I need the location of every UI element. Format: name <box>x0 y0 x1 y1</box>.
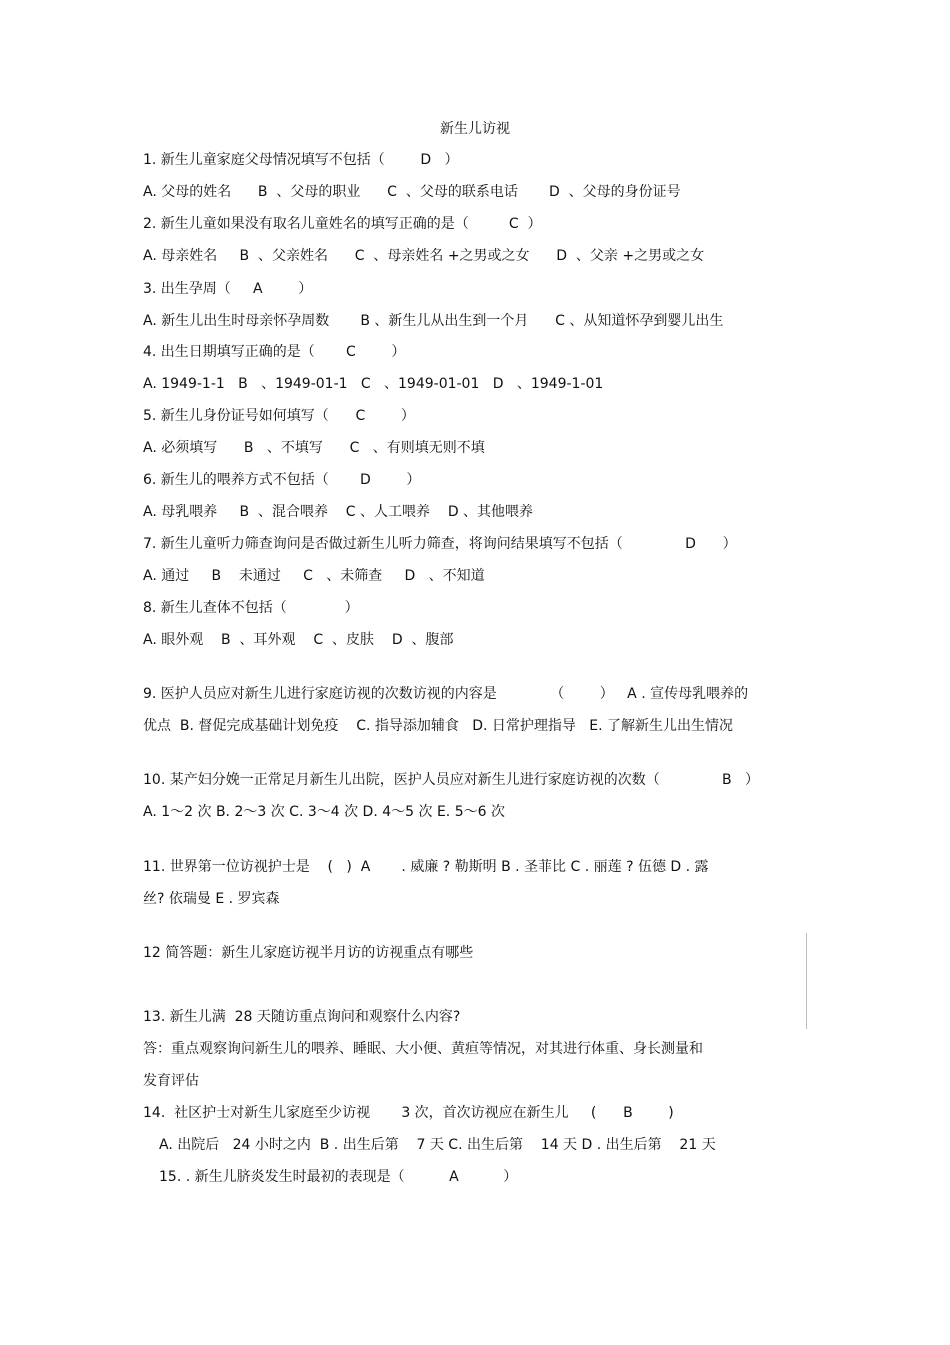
q6-options: A. 母乳喂养 B 、混合喂养 C 、人工喂养 D 、其他喂养 <box>143 504 534 520</box>
q13-answer-continuation: 发育评估 <box>143 1073 199 1089</box>
document-title: 新生儿访视 <box>440 121 510 137</box>
margin-rule <box>806 933 807 1029</box>
q15-line: 15. . 新生儿脐炎发生时最初的表现是（ A ） <box>159 1169 518 1185</box>
q14-line: 14. 社区护士对新生儿家庭至少访视 3 次，首次访视应在新生儿 ( B ) <box>143 1105 674 1121</box>
q12-line: 12 简答题：新生儿家庭访视半月访的访视重点有哪些 <box>143 945 474 961</box>
q13-line: 13. 新生儿满 28 天随访重点询问和观察什么内容? <box>143 1009 461 1025</box>
q9-continuation: 优点 B. 督促完成基础计划免疫 C. 指导添加辅食 D. 日常护理指导 E. 了解新生儿出生情况 <box>143 718 734 734</box>
q7-options: A. 通过 B 未通过 C 、未筛查 D 、不知道 <box>143 568 485 584</box>
q1-line: 1. 新生儿童家庭父母情况填写不包括（ D ） <box>143 152 459 168</box>
q10-line: 10. 某产妇分娩一正常足月新生儿出院，医护人员应对新生儿进行家庭访视的次数（ B ） <box>143 772 759 788</box>
q11-continuation: 丝? 依瑞曼 E . 罗宾森 <box>143 891 280 907</box>
q2-options: A. 母亲姓名 B 、父亲姓名 C 、母亲姓名 +之男或之女 D 、父亲 +之男或之女 <box>143 248 705 264</box>
q9-line: 9. 医护人员应对新生儿进行家庭访视的次数访视的内容是 （ ） A . 宣传母乳喂养的 <box>143 686 749 702</box>
q14-options: A. 出院后 24 小时之内 B . 出生后第 7 天 C. 出生后第 14 天 D . 出生后第 21 天 <box>159 1137 716 1153</box>
q4-line: 4. 出生日期填写正确的是（ C ） <box>143 344 406 360</box>
q1-options: A. 父母的姓名 B 、父母的职业 C 、父母的联系电话 D 、父母的身份证号 <box>143 184 681 200</box>
q13-answer: 答：重点观察询问新生儿的喂养、睡眠、大小便、黄疸等情况，对其进行体重、身长测量和 <box>143 1041 703 1057</box>
q4-options: A. 1949-1-1 B 、1949-01-1 C 、1949-01-01 D 、1949-1-01 <box>143 376 604 392</box>
q5-line: 5. 新生儿身份证号如何填写（ C ） <box>143 408 415 424</box>
q10-options: A. 1～2 次 B. 2～3 次 C. 3～4 次 D. 4～5 次 E. 5～6 次 <box>143 804 505 820</box>
q5-options: A. 必须填写 B 、不填写 C 、有则填无则不填 <box>143 440 485 456</box>
q8-options: A. 眼外观 B 、耳外观 C 、皮肤 D 、腹部 <box>143 632 454 648</box>
q8-line: 8. 新生儿查体不包括（ ） <box>143 600 359 616</box>
q2-line: 2. 新生儿童如果没有取名儿童姓名的填写正确的是（ C ） <box>143 216 542 232</box>
q7-line: 7. 新生儿童听力筛查询问是否做过新生儿听力筛查，将询问结果填写不包括（ D ） <box>143 536 737 552</box>
q6-line: 6. 新生儿的喂养方式不包括（ D ） <box>143 472 421 488</box>
q3-options: A. 新生儿出生时母亲怀孕周数 B 、新生儿从出生到一个月 C 、从知道怀孕到婴儿出生 <box>143 313 724 329</box>
q11-line: 11. 世界第一位访视护士是 ( ) A . 威廉 ? 勒斯明 B . 圣菲比 C . 丽莲 ? 伍德 D . 露 <box>143 859 709 875</box>
q3-line: 3. 出生孕周（ A ） <box>143 281 313 297</box>
